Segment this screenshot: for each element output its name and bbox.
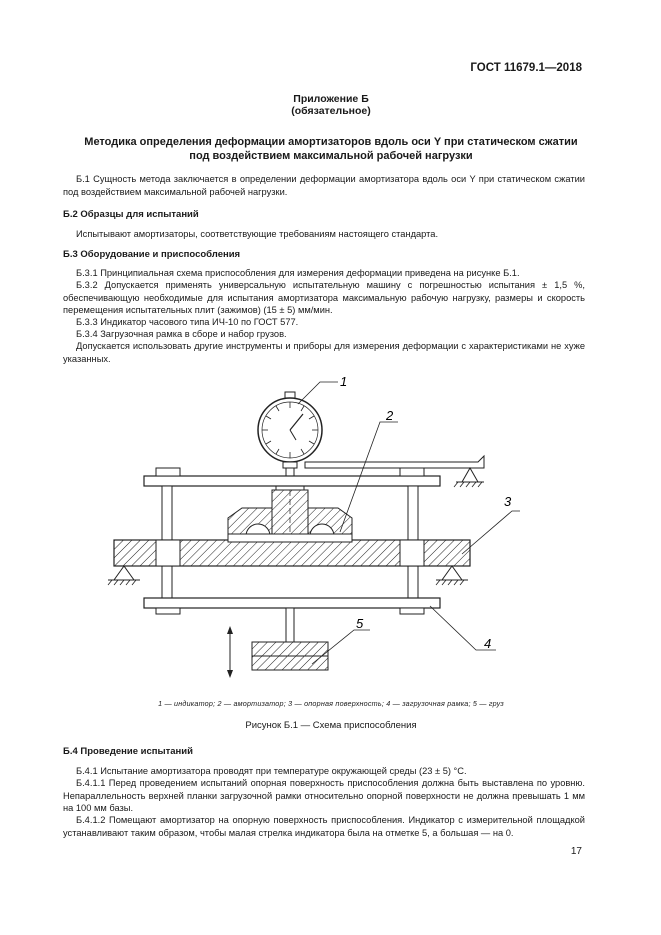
page-number: 17 <box>570 846 582 857</box>
loading-frame-bottom <box>144 598 440 642</box>
figure-legend: 1 — индикатор; 2 — амортизатор; 3 — опорная поверхность; 4 — загрузочная рамка; 5 — груз <box>158 699 504 708</box>
fixture-diagram <box>100 368 520 688</box>
callout-2: 2 <box>386 408 394 423</box>
method-title-line1: Методика определения деформации амортизаторов вдоль оси Y при статическом сжатии <box>84 136 578 148</box>
callout-1: 1 <box>340 374 348 389</box>
method-title-line2: под воздействием максимальной рабочей нагрузки <box>189 150 473 162</box>
callout-3: 3 <box>504 494 512 509</box>
paragraph-b3-5: Допускается использовать другие инструменты и приборы для измерения деформации с характеристиками не хуже указанных. <box>63 341 585 364</box>
heading-b3: Б.3 Оборудование и приспособления <box>63 249 241 260</box>
paragraph-b4-1-1: Б.4.1.1 Перед проведением испытаний опорная поверхность приспособления должна быть выставлена по уровню. Непараллельность верхней планки загрузочной рамки относительно опорной поверхности не должна превышать 1 мм на 100 мм базы. <box>63 778 585 813</box>
callout-4: 4 <box>484 636 492 651</box>
paragraph-b2: Испытывают амортизаторы, соответствующие требованиям настоящего стандарта. <box>76 229 439 239</box>
callout-5: 5 <box>356 616 364 631</box>
paragraph-b3-1: Б.3.1 Принципиальная схема приспособления для измерения деформации приведена на рисунке Б.1. <box>76 268 520 278</box>
figure-caption: Рисунок Б.1 — Схема приспособления <box>245 720 417 731</box>
method-title <box>60 135 602 163</box>
standard-number: ГОСТ 11679.1—2018 <box>470 62 582 74</box>
paragraph-b1: Б.1 Сущность метода заключается в определении деформации амортизатора вдоль оси Y при статическом сжатии под воздействием максимальной рабочей нагрузки. <box>63 174 585 197</box>
paragraph-b4-1: Б.4.1 Испытание амортизатора проводят при температуре окружающей среды (23 ± 5) °С. <box>76 766 467 776</box>
paragraph-b4-1-2: Б.4.1.2 Помещают амортизатор на опорную поверхность приспособления. Индикатор с измерительной площадкой устанавливают таким образом, чтобы малая стрелка индикатора была на отметке 5, а большая — на 0. <box>63 815 585 838</box>
paragraph-b3-2: Б.3.2 Допускается применять универсальную испытательную машину с погрешностью испытания ± 1,5 %, обеспечивающую необходимые для испытания амортизатора максимальную рабочую нагрузку, размеры и скорость перемещения испытательных плит (зажимов) (15 ± 5) мм/мин. <box>63 280 585 315</box>
appendix-status: (обязательное) <box>291 105 371 117</box>
paragraph-b3-4: Б.3.4 Загрузочная рамка в сборе и набор грузов. <box>76 329 287 339</box>
weight <box>227 626 328 678</box>
dial-indicator <box>258 392 322 490</box>
heading-b4: Б.4 Проведение испытаний <box>63 746 193 757</box>
heading-b2: Б.2 Образцы для испытаний <box>63 209 199 220</box>
appendix-title: Приложение Б <box>293 93 369 105</box>
appendix-heading <box>60 93 602 117</box>
paragraph-b3-3: Б.3.3 Индикатор часового типа ИЧ-10 по ГОСТ 577. <box>76 317 299 327</box>
